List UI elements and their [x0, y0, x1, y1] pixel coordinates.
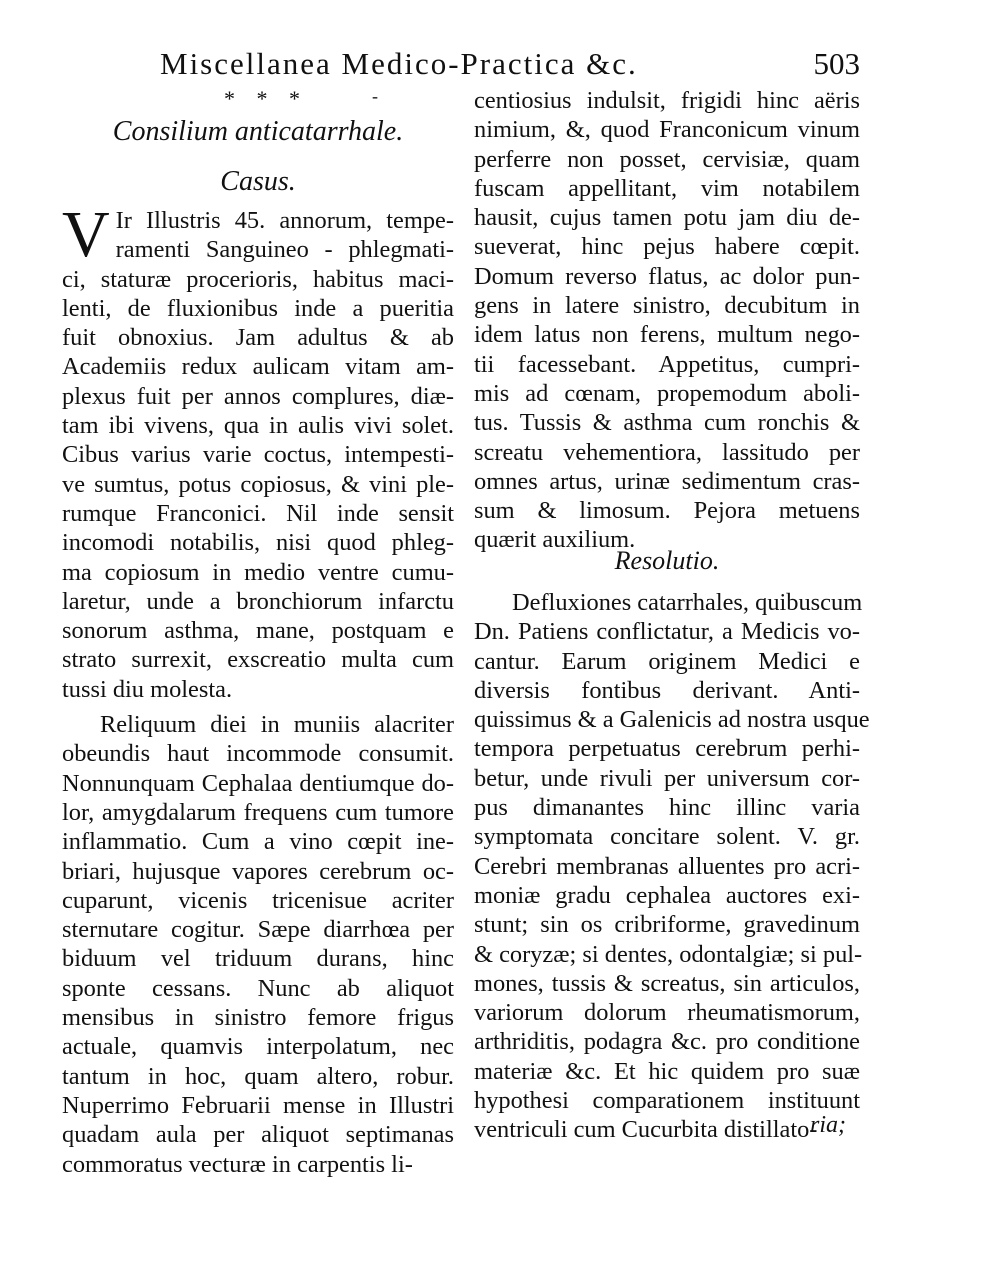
text-line: sonorum asthma, mane, postquam e — [62, 617, 454, 645]
text-line: cantur. Earum originem Medici e — [474, 647, 860, 675]
text-line: variorum dolorum rheumatismorum, — [474, 999, 860, 1027]
text-line: fuscam appellitant, vim notabilem — [474, 174, 860, 202]
text-line: Academiis redux aulicam vitam am- — [62, 353, 454, 381]
text-line: incomodi notabilis, nisi quod phleg- — [62, 529, 454, 557]
running-header — [160, 44, 860, 84]
text-line: ventriculi cum Cucurbita distillato- — [474, 1116, 818, 1144]
ornament-stars: * * * — [224, 86, 308, 111]
text-line: quadam aula per aliquot septimanas — [62, 1121, 454, 1149]
text-line: idem latus non ferens, multum nego- — [474, 321, 860, 349]
text-line: Ir Illustris 45. annorum, tempe- — [115, 207, 454, 234]
text-line: tam ibi vivens, qua in aulis vivi solet. — [62, 412, 454, 440]
text-line: moniæ gradu cephalea auctores exi- — [474, 881, 860, 909]
text-line: omnes artus, urinæ sedimentum cras- — [474, 467, 860, 495]
text-line: biduum vel triduum durans, hinc — [62, 945, 454, 973]
right-column — [474, 86, 860, 555]
drop-cap: V — [62, 198, 110, 271]
left-column — [62, 198, 454, 1179]
text-line: tantum in hoc, quam altero, robur. — [62, 1062, 454, 1090]
text-line: Cerebri membranas alluentes pro acri- — [474, 852, 860, 880]
text-line: Dn. Patiens conflictatur, a Medicis vo- — [474, 618, 860, 646]
text-line: lor, amygdalarum frequens cum tumore — [62, 798, 454, 826]
text-line: nimium, &, quod Franconicum vinum — [474, 116, 860, 144]
text-line: tempora perpetuatus cerebrum perhi- — [474, 735, 860, 763]
text-line: Nonnunquam Cephalaa dentiumque do- — [62, 769, 454, 797]
text-line: mis ad cœnam, propemodum aboli- — [474, 379, 860, 407]
text-line: perferre non posset, cervisiæ, quam — [474, 145, 860, 173]
text-line: diversis fontibus derivant. Anti- — [474, 676, 860, 704]
text-line: quissimus & a Galenicis ad nostra usque — [474, 706, 870, 734]
text-line: cuparunt, vicenis tricenisue acriter — [62, 886, 454, 914]
text-line: & coryzæ; si dentes, odontalgiæ; si pul- — [474, 940, 863, 968]
catchword: ria; — [810, 1112, 846, 1138]
text-line: sum & limosum. Pejora metuens — [474, 497, 860, 525]
text-line: stunt; sin os cribriforme, gravedinum — [474, 911, 860, 939]
text-line: obeundis haut incommode consumit. — [62, 740, 454, 768]
text-line: ve sumtus, potus copiosus, & vini ple- — [62, 470, 454, 498]
text-line: Reliquum diei in muniis alacriter — [100, 711, 454, 739]
text-line: mensibus in sinistro femore frigus — [62, 1004, 454, 1032]
text-line: sternutare cogitur. Sæpe diarrhœa per — [62, 916, 454, 944]
text-line: centiosius indulsit, frigidi hinc aëris — [474, 87, 860, 114]
text-line: materiæ &c. Et hic quidem pro suæ — [474, 1057, 860, 1085]
text-line: quærit auxilium. — [474, 526, 636, 554]
text-line: fuit obnoxius. Jam adultus & ab — [62, 324, 454, 352]
text-line: Cibus varius varie coctus, intempesti- — [62, 441, 454, 469]
text-line: mones, tussis & screatus, sin articulos, — [474, 969, 860, 997]
second-paragraph — [62, 710, 454, 1179]
text-line: briari, hujusque vapores cerebrum oc- — [62, 857, 454, 885]
text-line: commoratus vecturæ in carpentis li- — [62, 1150, 413, 1178]
running-title: Miscellanea Medico-Practica &c. — [160, 46, 638, 81]
text-line: hypothesi comparationem instituunt — [474, 1087, 860, 1115]
casus-paragraph — [62, 198, 454, 704]
text-line: ramenti Sanguineo - phlegmati- — [115, 236, 454, 264]
text-line: hausit, cujus tamen potu jam diu de- — [474, 204, 860, 232]
text-line: pus dimanantes hinc illinc varia — [474, 794, 860, 822]
text-line: inflammatio. Cum a vino cœpit ine- — [62, 828, 454, 856]
text-line: sponte cessans. Nunc ab aliquot — [62, 974, 454, 1002]
text-line: plexus fuit per annos complures, diæ- — [62, 382, 454, 410]
text-line: strato surrexit, exscreatio multa cum — [62, 646, 454, 674]
text-line: sueverat, hinc pejus habere cœpit. — [474, 233, 860, 261]
resolutio-column — [474, 588, 870, 1145]
text-line: rumque Franconici. Nil inde sensit — [62, 499, 454, 527]
casus-heading: Casus. — [220, 166, 296, 197]
ornament-dash: - — [372, 86, 378, 106]
text-line: betur, unde rivuli per universum cor- — [474, 764, 860, 792]
text-line: Defluxiones catarrhales, quibuscum — [512, 589, 863, 616]
section-title: Consilium anticatarrhale. — [112, 116, 404, 147]
text-line: symptomata concitare solent. V. gr. — [474, 823, 860, 851]
resolutio-heading: Resolutio. — [614, 546, 720, 575]
resolutio-paragraph — [474, 588, 870, 1145]
text-line: laretur, unde a bronchiorum infarctu — [62, 587, 454, 615]
text-line: Nuperrimo Februarii mense in Illustri — [62, 1091, 454, 1119]
text-line: tii facessebant. Appetitus, cumpri- — [474, 350, 860, 378]
text-line: Domum reverso flatus, ac dolor pun- — [474, 262, 860, 290]
text-line: ma copiosum in medio ventre cumu- — [62, 558, 454, 586]
text-line: ci, staturæ procerioris, habitus maci- — [62, 265, 454, 293]
page-number: 503 — [813, 46, 860, 81]
text-line: arthriditis, podagra &c. pro conditione — [474, 1028, 860, 1056]
text-line: tus. Tussis & asthma cum ronchis & — [474, 409, 860, 437]
casus-continuation — [474, 86, 860, 555]
text-line: actuale, quamvis interpolatum, nec — [62, 1033, 454, 1061]
text-line: lenti, de fluxionibus inde a pueritia — [62, 294, 454, 322]
text-line: screatu vehementiora, lassitudo per — [474, 438, 860, 466]
text-line: tussi diu molesta. — [62, 675, 233, 703]
text-line: gens in latere sinistro, decubitum in — [474, 292, 860, 320]
